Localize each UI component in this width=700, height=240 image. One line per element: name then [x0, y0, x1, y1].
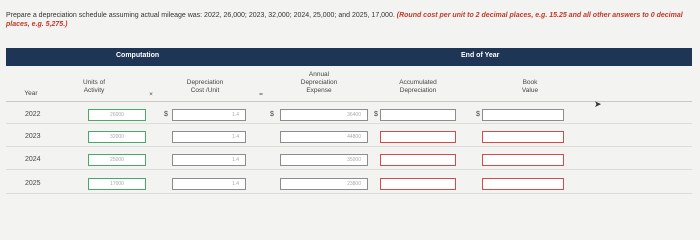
- cost-per-unit-input-2022[interactable]: 1.4: [172, 109, 246, 121]
- annual-depreciation-input-2023[interactable]: 44800: [280, 131, 368, 143]
- units-input-2023[interactable]: 32000: [88, 131, 146, 143]
- column-header-units: [70, 79, 118, 95]
- column-header-year: [14, 90, 48, 98]
- cost-per-unit-input-2025[interactable]: 1.4: [172, 178, 246, 190]
- row-divider: [6, 123, 692, 124]
- annual-depreciation-input-2025[interactable]: 23800: [280, 178, 368, 190]
- column-header-book-value: [500, 79, 560, 95]
- instructions-text: [6, 11, 698, 29]
- units-input-2024[interactable]: 25000: [88, 154, 146, 166]
- units-input-2022[interactable]: 26000: [88, 109, 146, 121]
- multiply-sign: ×: [149, 91, 153, 98]
- accum-header-line1: Accumulated: [399, 79, 437, 86]
- row-divider: [6, 169, 692, 170]
- units-header-line2: Activity: [83, 87, 105, 94]
- row-divider: [6, 193, 692, 194]
- header-divider: [6, 101, 692, 102]
- table-header-bar: [6, 48, 692, 66]
- year-2023: 2023: [25, 133, 41, 140]
- book-value-input-2023[interactable]: [482, 131, 564, 143]
- year-header-label: Year: [24, 90, 38, 97]
- annual-depreciation-input-2024[interactable]: 35000: [280, 154, 368, 166]
- units-input-2025[interactable]: 17000: [88, 178, 146, 190]
- accumulated-depreciation-input-2023[interactable]: [380, 131, 456, 143]
- dollar-sign: $: [164, 111, 168, 118]
- annual-depreciation-input-2022[interactable]: 36400: [280, 109, 368, 121]
- units-header-line1: Units of: [82, 79, 106, 86]
- column-header-depreciation-cost-unit: [174, 79, 236, 95]
- end-of-year-heading: End of Year: [461, 52, 500, 59]
- year-2022: 2022: [25, 111, 41, 118]
- mouse-cursor-icon: ➤: [594, 99, 602, 109]
- dollar-sign: $: [374, 111, 378, 118]
- dep-cost-header-line1: Depreciation: [186, 79, 224, 86]
- book-value-input-2024[interactable]: [482, 154, 564, 166]
- annual-header-line1: Annual: [308, 71, 330, 78]
- dollar-sign: $: [270, 111, 274, 118]
- computation-heading: Computation: [116, 52, 160, 59]
- accumulated-depreciation-input-2024[interactable]: [380, 154, 456, 166]
- accumulated-depreciation-input-2022[interactable]: [380, 109, 456, 121]
- book-value-input-2025[interactable]: [482, 178, 564, 190]
- accumulated-depreciation-input-2025[interactable]: [380, 178, 456, 190]
- column-header-annual-depreciation: [284, 71, 354, 95]
- dep-cost-header-line2: Cost /Unit: [190, 87, 220, 94]
- annual-header-line3: Expense: [306, 87, 332, 94]
- book-header-line2: Value: [521, 87, 539, 94]
- year-2025: 2025: [25, 180, 41, 187]
- annual-header-line2: Depreciation: [300, 79, 338, 86]
- equals-sign: =: [259, 91, 263, 98]
- cost-per-unit-input-2023[interactable]: 1.4: [172, 131, 246, 143]
- cost-per-unit-input-2024[interactable]: 1.4: [172, 154, 246, 166]
- row-divider: [6, 146, 692, 147]
- accum-header-line2: Depreciation: [399, 87, 437, 94]
- instructions-main: Prepare a depreciation schedule assuming actual mileage was: 2022, 26,000; 2023, 32,000; 2024, 25,000; and 2025, 17,000.: [6, 12, 395, 19]
- book-value-input-2022[interactable]: [482, 109, 564, 121]
- book-header-line1: Book: [522, 79, 538, 86]
- column-header-accumulated-depreciation: [380, 79, 456, 95]
- year-2024: 2024: [25, 156, 41, 163]
- instructions-rounding-note: (Round cost per unit to 2 decimal places, e.g. 15.25 and all other answers to 0 decimal places, e.g. 5,275.): [6, 12, 683, 28]
- dollar-sign: $: [476, 111, 480, 118]
